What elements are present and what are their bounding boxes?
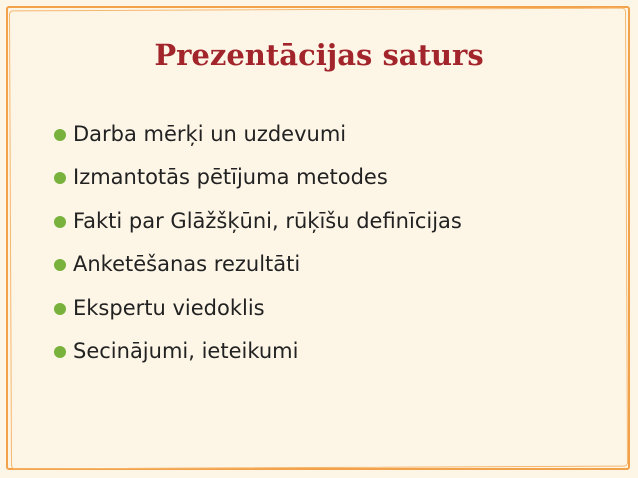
bullet-icon xyxy=(54,346,66,358)
bullet-icon xyxy=(54,129,66,141)
list-item xyxy=(54,330,462,374)
list-item-text: Ekspertu viedoklis xyxy=(73,295,265,320)
list-item-text: Izmantotās pētījuma metodes xyxy=(73,165,388,190)
bullet-icon xyxy=(54,259,66,271)
slide-title: Prezentācijas saturs xyxy=(154,38,484,72)
list-item-text: Darba mērķi un uzdevumi xyxy=(73,121,347,146)
list-item xyxy=(54,243,462,287)
list-item-text: Secinājumi, ieteikumi xyxy=(73,339,299,364)
list-item xyxy=(54,156,462,200)
bullet-icon xyxy=(54,216,66,228)
content-list xyxy=(54,112,462,373)
list-item xyxy=(54,286,462,330)
bullet-icon xyxy=(54,303,66,315)
list-item xyxy=(54,199,462,243)
list-item-text: Fakti par Glāžšķūni, rūķīšu definīcijas xyxy=(73,208,462,233)
list-item-text: Anketēšanas rezultāti xyxy=(73,252,301,277)
bullet-icon xyxy=(54,172,66,184)
list-item xyxy=(54,112,462,156)
